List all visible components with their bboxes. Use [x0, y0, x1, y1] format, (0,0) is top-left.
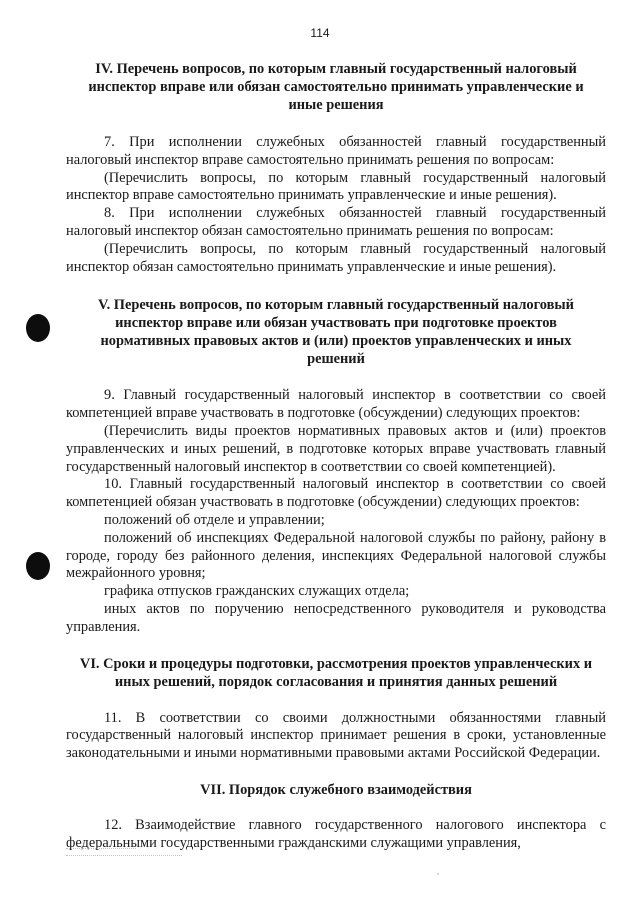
scan-speck: [437, 873, 439, 875]
paragraph: 12. Взаимодействие главного государственного налогового инспектора с федеральными государственными гражданскими служащими управления,: [66, 816, 606, 851]
section-heading-vii: VII. Порядок служебного взаимодействия: [200, 781, 472, 798]
paragraph: 8. При исполнении служебных обязанностей главный государственный налоговый инспектор обязан самостоятельно принимать решения по вопросам:: [66, 205, 606, 239]
paragraph: (Перечислить виды проектов нормативных правовых актов и (или) проектов управленческих и иных решений, в подготовке которых вправе участвовать главный государственный налоговый инспектор в соответствии со своей компетенцией).: [66, 422, 606, 475]
section-heading-vi: VI. Сроки и процедуры подготовки, рассмотрения проектов управленческих и иных решений, порядок согласования и принятия данных решений: [79, 655, 593, 690]
paragraph: положений об отделе и управлении;: [104, 511, 325, 528]
paragraph: 7. При исполнении служебных обязанностей главный государственный налоговый инспектор вправе самостоятельно принимать решения по вопросам:: [66, 134, 606, 168]
paragraph: 11. В соответствии со своими должностными обязанностями главный государственный налоговый инспектор принимает решения в сроки, установленные законодательными и иными нормативными правовыми актами Российской Федерации.: [66, 709, 606, 762]
page-number: 114: [310, 26, 330, 40]
scan-stamp-mark: [66, 842, 182, 856]
section-heading-iv: IV. Перечень вопросов, по которым главный государственный налоговый инспектор вправе или обязан самостоятельно принимать управленческие и иные решения: [88, 61, 584, 113]
paragraph: графика отпусков гражданских служащих отдела;: [104, 583, 410, 600]
paragraph: 10. Главный государственный налоговый инспектор в соответствии со своей компетенцией обязан участвовать в подготовке (обсуждении) следующих проектов:: [66, 476, 606, 511]
paragraph: положений об инспекциях Федеральной налоговой службы по району, району в городе, городу без районного деления, инспекциях Федеральной налоговой службы межрайонного уровня;: [66, 529, 606, 582]
punch-hole: [26, 552, 50, 580]
punch-hole: [26, 314, 50, 342]
paragraph: 9. Главный государственный налоговый инспектор в соответствии со своей компетенцией вправе участвовать в подготовке (обсуждении) следующих проектов:: [66, 387, 606, 422]
paragraph: (Перечислить вопросы, по которым главный государственный налоговый инспектор обязан самостоятельно принимать управленческие и иные решения).: [66, 240, 606, 275]
paragraph: (Перечислить вопросы, по которым главный государственный налоговый инспектор вправе самостоятельно принимать управленческие и иные решения).: [66, 169, 606, 204]
paragraph: иных актов по поручению непосредственного руководителя и руководства управления.: [66, 600, 606, 635]
document-body: [66, 54, 606, 853]
section-heading-v: V. Перечень вопросов, по которым главный государственный налоговый инспектор вправе или обязан участвовать при подготовке проектов нормативных правовых актов и (или) проектов управленческих и иных решений: [98, 297, 574, 368]
